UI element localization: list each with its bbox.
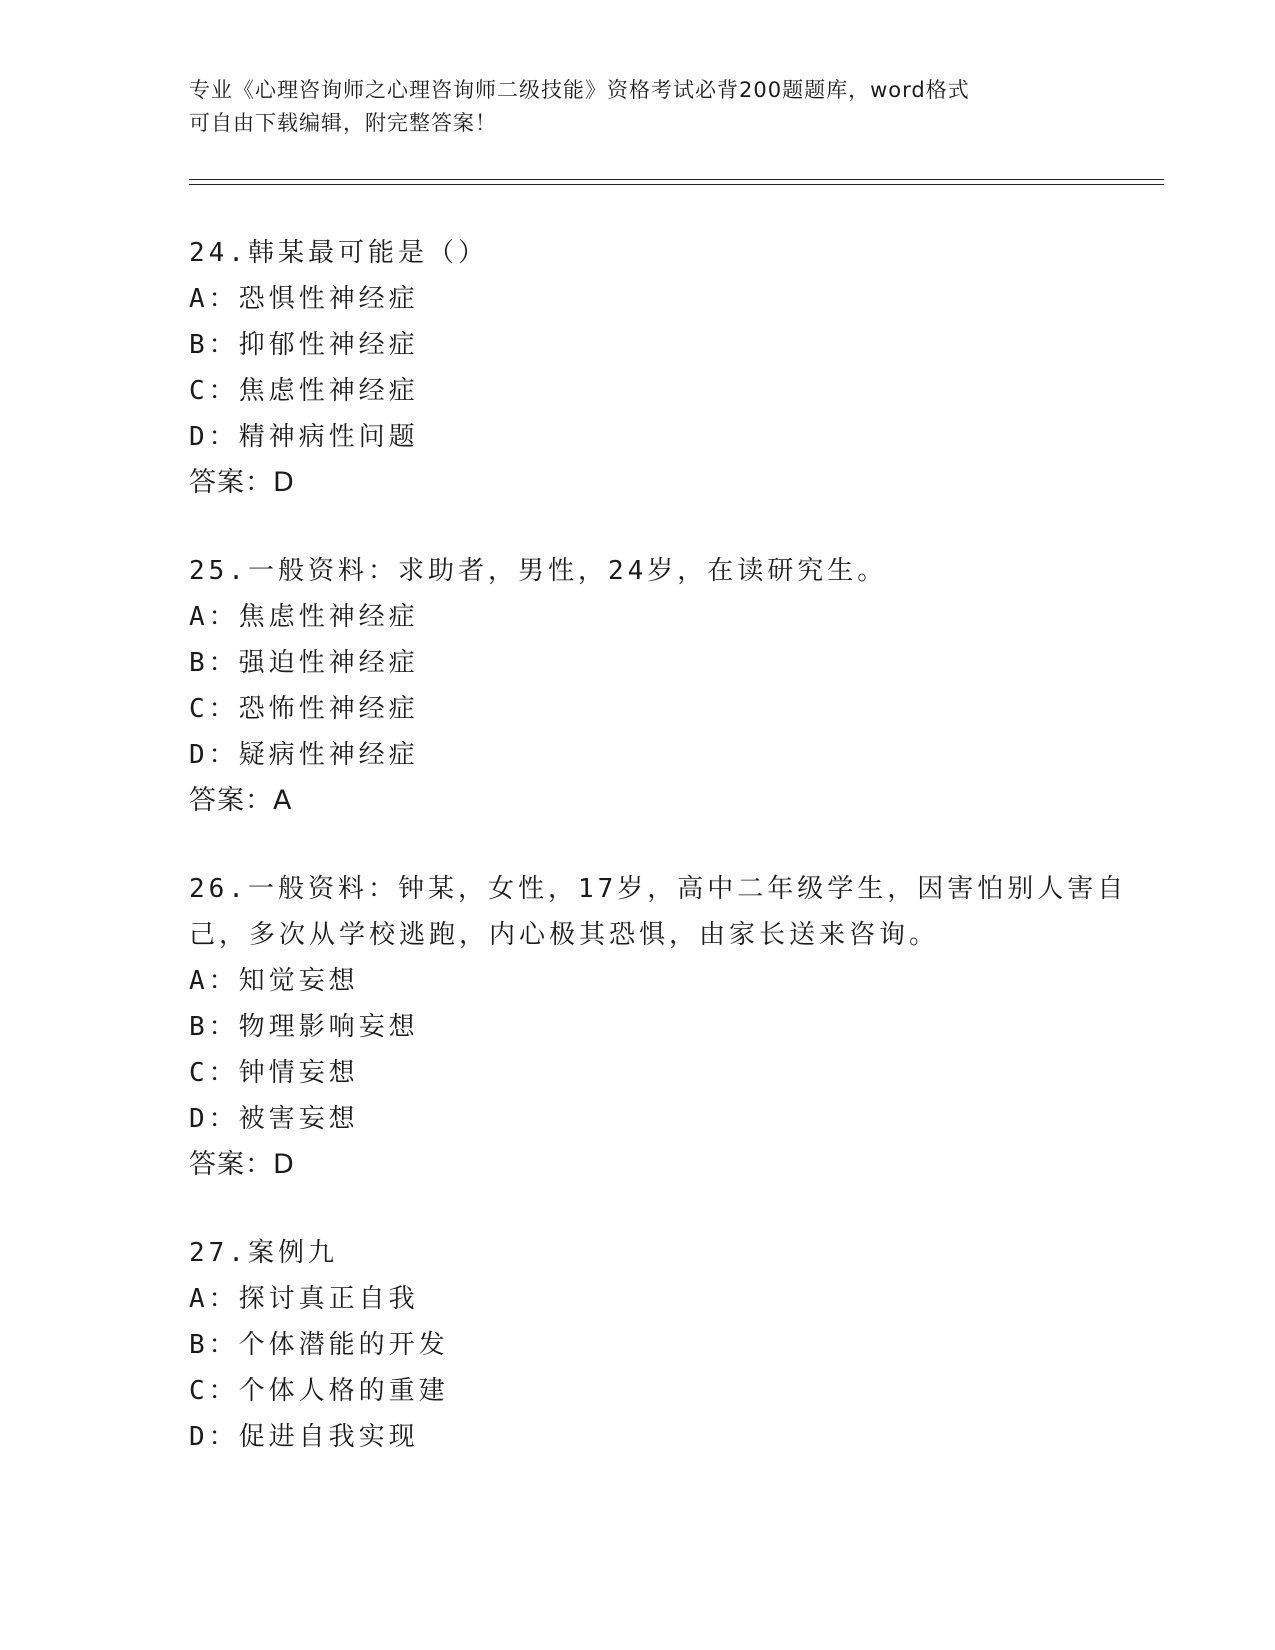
option-a: A：焦虑性神经症 — [189, 602, 419, 632]
option-c: C：焦虑性神经症 — [189, 376, 419, 406]
answer: 答案：D — [189, 467, 295, 498]
header-divider-bottom — [189, 184, 1164, 185]
question-26 — [189, 866, 1128, 1188]
question-24 — [189, 230, 1089, 506]
option-b: B：物理影响妄想 — [189, 1012, 419, 1042]
option-b: B：强迫性神经症 — [189, 648, 419, 678]
option-c: C：钟情妄想 — [189, 1058, 359, 1088]
option-c: C：恐怖性神经症 — [189, 694, 419, 724]
option-d: D：促进自我实现 — [189, 1422, 419, 1452]
option-a: A：探讨真正自我 — [189, 1284, 419, 1314]
question-text: 27.案例九 — [189, 1238, 338, 1268]
option-a: A：知觉妄想 — [189, 966, 359, 996]
option-d: D：精神病性问题 — [189, 422, 419, 452]
document-header — [189, 74, 1089, 140]
answer: 答案：A — [189, 785, 293, 816]
option-a: A：恐惧性神经症 — [189, 284, 419, 314]
option-b: B：个体潜能的开发 — [189, 1330, 449, 1360]
option-c: C：个体人格的重建 — [189, 1376, 449, 1406]
question-text-line-1: 26.一般资料：钟某，女性，17岁，高中二年级学生，因害怕别人害自 — [189, 874, 1128, 904]
header-divider-top — [189, 179, 1164, 180]
question-text: 25.一般资料：求助者，男性，24岁，在读研究生。 — [189, 556, 888, 586]
header-line-1: 专业《心理咨询师之心理咨询师二级技能》资格考试必背200题题库，word格式 — [189, 78, 970, 102]
question-25 — [189, 548, 1089, 824]
question-text-line-2: 己，多次从学校逃跑，内心极其恐惧，由家长送来咨询。 — [189, 920, 940, 950]
header-line-2: 可自由下载编辑，附完整答案！ — [189, 111, 497, 135]
option-d: D：疑病性神经症 — [189, 740, 419, 770]
option-b: B：抑郁性神经症 — [189, 330, 419, 360]
answer: 答案：D — [189, 1149, 295, 1180]
question-text: 24.韩某最可能是（） — [189, 238, 488, 268]
option-d: D：被害妄想 — [189, 1104, 359, 1134]
question-27 — [189, 1230, 1089, 1460]
